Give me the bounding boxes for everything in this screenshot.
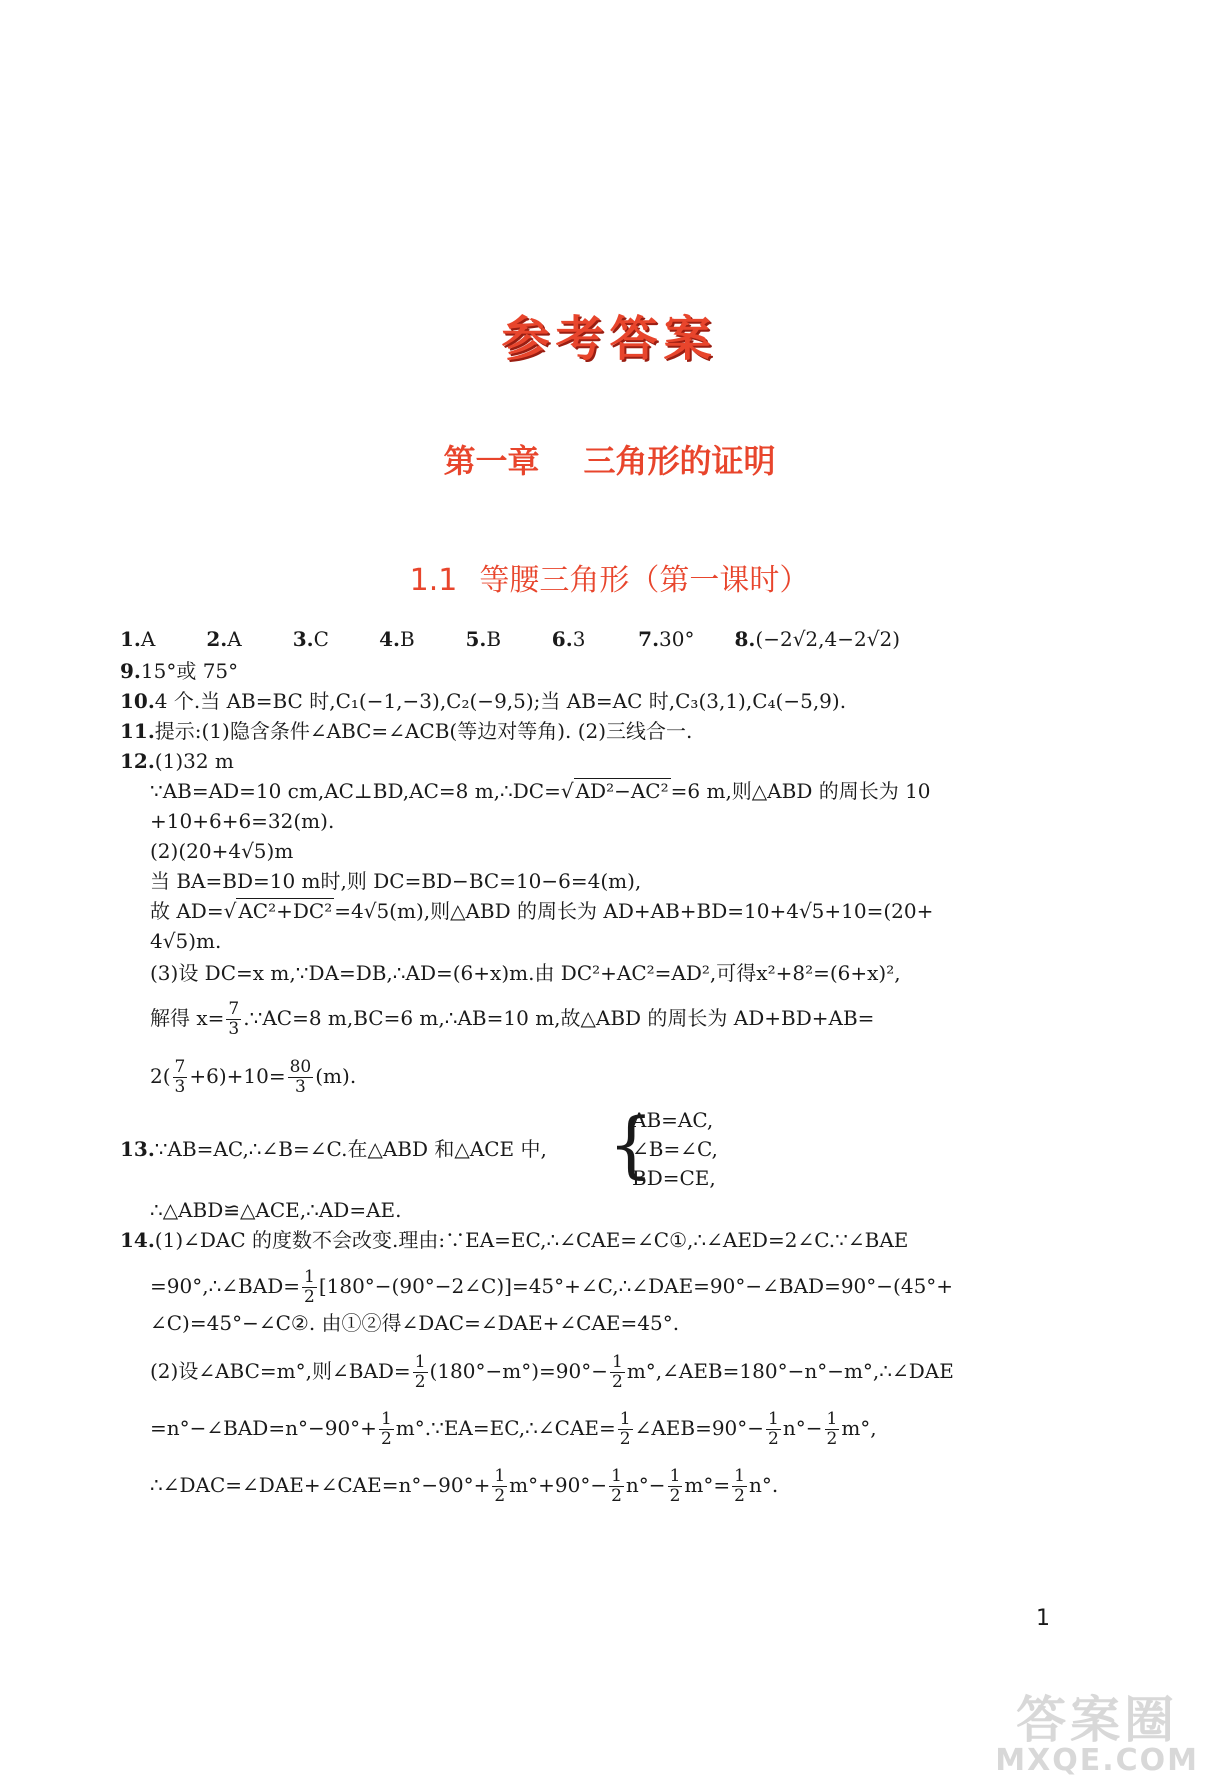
answer-14-part1: 14.(1)∠DAC 的度数不会改变.理由:∵EA=EC,∴∠CAE=∠C①,∴∠AED=2∠C.∵∠BAE	[120, 1228, 909, 1252]
fraction: $\frac{80}{3}$	[289, 1057, 312, 1097]
answer-12-part2: (2)(20+4√5)m	[150, 839, 294, 863]
fraction: $\frac{1}{2}$	[734, 1466, 745, 1506]
answer-12-part3: (3)设 DC=x m,∵DA=DB,∴AD=(6+x)m.由 DC²+AC²=AD²,可得x²+8²=(6+x)²,	[150, 961, 901, 985]
answer-12-line: +10+6+6=32(m).	[150, 809, 335, 833]
answer-14-line: ∠C)=45°−∠C②. 由①②得∠DAC=∠DAE+∠CAE=45°.	[150, 1311, 680, 1335]
answer-12-line: 4√5)m.	[150, 929, 222, 953]
watermark-logo	[995, 1691, 1199, 1778]
answer-12-line: 故 AD=√ AC²+DC² =4√5(m),则△ABD 的周长为 AD+AB+BD=10+4√5+10=(20+	[150, 899, 934, 923]
brace-line: AB=AC,	[632, 1108, 714, 1132]
mc-answer: 2.A	[206, 627, 242, 651]
answer-12-line: 2( $\frac{7}{3}$ +6)+10= $\frac{80}{3}$ (m).	[150, 1057, 357, 1097]
fraction: $\frac{1}{2}$	[494, 1466, 506, 1506]
mc-answers-row	[120, 626, 900, 652]
answer-13: 13.∵AB=AC,∴∠B=∠C.在△ABD 和△ACE 中,	[120, 1137, 547, 1161]
answer-13-conclusion: ∴△ABD≌△ACE,∴AD=AE.	[150, 1198, 402, 1222]
answer-14-part2: (2)设∠ABC=m°,则∠BAD= $\frac{1}{2}$ (180°−m°)=90°− $\frac{1}{2}$ m°,∠AEB=180°−n°−m°,∴∠DAE	[150, 1352, 954, 1392]
mc-answer: 5.B	[465, 627, 502, 651]
mc-answer: 6.3	[551, 627, 586, 651]
answer-12-part1: 12.(1)32 m	[120, 749, 234, 773]
answer-11: 11.提示:(1)隐含条件∠ABC=∠ACB(等边对等角). (2)三线合一.	[120, 719, 693, 743]
mc-answer: 7.30°	[638, 627, 695, 651]
mc-answer: 4.B	[379, 627, 415, 651]
answer-9: 9.15°或 75°	[120, 659, 239, 683]
chapter-heading	[0, 436, 1219, 482]
mc-answer: 8.(−2√2,4−2√2)	[734, 627, 900, 651]
fraction: $\frac{1}{2}$	[826, 1409, 838, 1449]
mc-answer: 1.A	[120, 627, 156, 651]
page-title: 参考答案	[501, 311, 718, 367]
fraction: $\frac{1}{2}$	[611, 1352, 623, 1392]
watermark-line2: MXQE.COM	[995, 1743, 1199, 1778]
fraction: $\frac{1}{2}$	[768, 1409, 779, 1449]
fraction: $\frac{7}{3}$	[174, 1057, 186, 1097]
brace-line: BD=CE,	[632, 1166, 716, 1190]
fraction: $\frac{1}{2}$	[669, 1466, 681, 1506]
brace: {	[608, 1102, 654, 1186]
mc-answer: 3.C	[292, 627, 329, 651]
answer-10: 10.4 个.当 AB=BC 时,C₁(−1,−3),C₂(−9,5);当 AB=AC 时,C₃(3,1),C₄(−5,9).	[120, 689, 847, 713]
chapter-name: 三角形的证明	[583, 442, 776, 480]
section-name: 等腰三角形（第一课时）	[479, 563, 810, 598]
answer-12-line: 当 BA=BD=10 m时,则 DC=BD−BC=10−6=4(m),	[150, 869, 642, 893]
fraction: $\frac{1}{2}$	[380, 1409, 392, 1449]
answer-14-line: =n°−∠BAD=n°−90°+ $\frac{1}{2}$ m°.∵EA=EC,∴∠CAE= $\frac{1}{2}$ ∠AEB=90°− $\frac{1}{2}$ n°− $\frac{1}{2}$ m°,	[150, 1409, 877, 1449]
answer-14-line: =90°,∴∠BAD= $\frac{1}{2}$ [180°−(90°−2∠C)]=45°+∠C,∴∠DAE=90°−∠BAD=90°−(45°+	[150, 1267, 954, 1307]
answer-12-line: 解得 x= $\frac{7}{3}$ .∵AC=8 m,BC=6 m,∴AB=10 m,故△ABD 的周长为 AD+BD+AB=	[150, 999, 875, 1039]
chapter-number: 第一章	[443, 442, 540, 480]
fraction: $\frac{1}{2}$	[611, 1466, 622, 1506]
fraction: $\frac{7}{3}$	[228, 999, 240, 1039]
fraction: $\frac{1}{2}$	[619, 1409, 631, 1449]
answer-14-line: ∴∠DAC=∠DAE+∠CAE=n°−90°+ $\frac{1}{2}$ m°+90°− $\frac{1}{2}$ n°− $\frac{1}{2}$ m°= $\frac{1}{2}$ n°.	[150, 1466, 779, 1506]
page-number: 1	[1036, 1606, 1050, 1631]
fraction: $\frac{1}{2}$	[303, 1267, 315, 1307]
watermark-line1: 答案圈	[1016, 1691, 1179, 1749]
fraction: $\frac{1}{2}$	[414, 1352, 426, 1392]
section-number: 1.1	[409, 563, 458, 598]
section-heading	[0, 555, 1219, 599]
brace-line: ∠B=∠C,	[632, 1137, 718, 1161]
answer-12-line: ∵AB=AD=10 cm,AC⊥BD,AC=8 m,∴DC=√ AD²−AC² =6 m,则△ABD 的周长为 10	[150, 779, 931, 803]
